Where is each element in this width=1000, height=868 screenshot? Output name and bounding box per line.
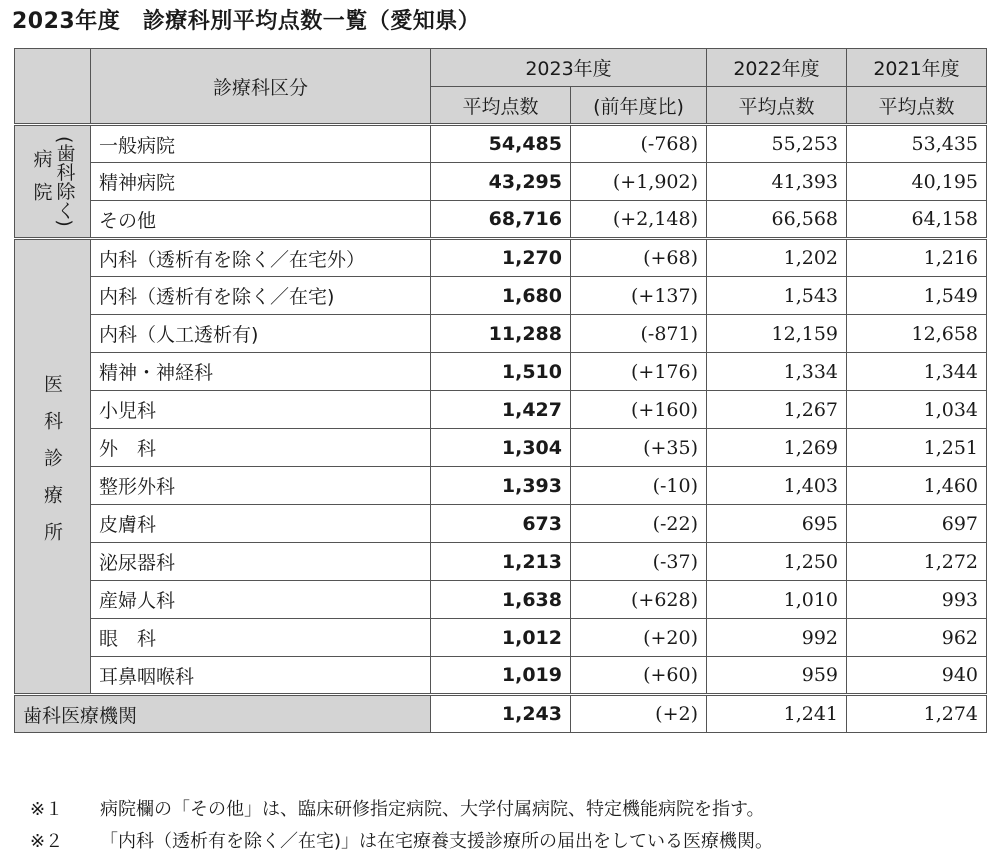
value-2023: 1,243 <box>431 695 571 733</box>
ratio-2023: (+20) <box>571 619 707 657</box>
ratio-2023: (+160) <box>571 391 707 429</box>
row-label: 泌尿器科 <box>91 543 431 581</box>
value-2022: 1,010 <box>707 581 847 619</box>
footnote-1-text: 病院欄の「その他」は、臨床研修指定病院、大学付属病院、特定機能病院を指す。 <box>100 799 765 820</box>
ratio-2023: (+137) <box>571 277 707 315</box>
value-2022: 66,568 <box>707 201 847 239</box>
value-2023: 1,270 <box>431 239 571 277</box>
header-avg-2021: 平均点数 <box>847 87 987 125</box>
table-row <box>15 581 987 619</box>
value-2021: 64,158 <box>847 201 987 239</box>
row-label: 皮膚科 <box>91 505 431 543</box>
value-2022: 1,403 <box>707 467 847 505</box>
ratio-2023: (+2) <box>571 695 707 733</box>
ratio-2023: (+60) <box>571 657 707 695</box>
ratio-2023: (+35) <box>571 429 707 467</box>
value-2023: 673 <box>431 505 571 543</box>
ratio-2023: (+628) <box>571 581 707 619</box>
value-2022: 1,269 <box>707 429 847 467</box>
value-2023: 1,427 <box>431 391 571 429</box>
table-row <box>15 619 987 657</box>
table-row <box>15 657 987 695</box>
ratio-2023: (-22) <box>571 505 707 543</box>
ratio-2023: (+176) <box>571 353 707 391</box>
table-row <box>15 505 987 543</box>
table-row <box>15 239 987 277</box>
header-year-2022: 2022年度 <box>707 49 847 87</box>
ratio-2023: (+1,902) <box>571 163 707 201</box>
footnote-2-text: 「内科（透析有を除く／在宅)」は在宅療養支援診療所の届出をしている医療機関。 <box>100 831 774 852</box>
ratio-2023: (+2,148) <box>571 201 707 239</box>
value-2022: 695 <box>707 505 847 543</box>
value-2021: 1,034 <box>847 391 987 429</box>
value-2023: 43,295 <box>431 163 571 201</box>
row-label: 耳鼻咽喉科 <box>91 657 431 695</box>
footnote-1 <box>30 794 773 826</box>
table-row <box>15 429 987 467</box>
value-2021: 940 <box>847 657 987 695</box>
clinic-group-label <box>15 239 91 695</box>
value-2021: 1,460 <box>847 467 987 505</box>
score-table <box>14 48 987 733</box>
row-label: 内科（人工透析有) <box>91 315 431 353</box>
header-avg-2022: 平均点数 <box>707 87 847 125</box>
hospital-group-main: 病院 <box>30 148 53 215</box>
value-2023: 11,288 <box>431 315 571 353</box>
table-row <box>15 391 987 429</box>
row-label: 精神・神経科 <box>91 353 431 391</box>
table-row <box>15 353 987 391</box>
value-2023: 1,012 <box>431 619 571 657</box>
ratio-2023: (-871) <box>571 315 707 353</box>
row-label: 整形外科 <box>91 467 431 505</box>
table-row <box>15 467 987 505</box>
header-category: 診療科区分 <box>91 49 431 125</box>
row-label: 精神病院 <box>91 163 431 201</box>
value-2022: 55,253 <box>707 125 847 163</box>
value-2022: 1,241 <box>707 695 847 733</box>
footnote-2-mark: ※２ <box>30 831 64 852</box>
value-2022: 1,250 <box>707 543 847 581</box>
table-row <box>15 315 987 353</box>
value-2021: 1,251 <box>847 429 987 467</box>
value-2023: 1,510 <box>431 353 571 391</box>
value-2022: 1,202 <box>707 239 847 277</box>
value-2021: 53,435 <box>847 125 987 163</box>
header-avg-2023: 平均点数 <box>431 87 571 125</box>
table-row <box>15 163 987 201</box>
value-2023: 1,393 <box>431 467 571 505</box>
dental-row <box>15 695 987 733</box>
footnotes <box>30 794 773 858</box>
value-2023: 68,716 <box>431 201 571 239</box>
value-2022: 41,393 <box>707 163 847 201</box>
value-2021: 1,272 <box>847 543 987 581</box>
header-blank-cell <box>15 49 91 125</box>
ratio-2023: (-10) <box>571 467 707 505</box>
value-2022: 1,267 <box>707 391 847 429</box>
value-2023: 1,019 <box>431 657 571 695</box>
value-2021: 993 <box>847 581 987 619</box>
value-2022: 959 <box>707 657 847 695</box>
value-2023: 54,485 <box>431 125 571 163</box>
value-2021: 1,344 <box>847 353 987 391</box>
footnote-2 <box>30 826 773 858</box>
value-2023: 1,680 <box>431 277 571 315</box>
value-2021: 1,216 <box>847 239 987 277</box>
header-ratio-2023: (前年度比) <box>571 87 707 125</box>
ratio-2023: (+68) <box>571 239 707 277</box>
row-label: 産婦人科 <box>91 581 431 619</box>
footnote-1-mark: ※１ <box>30 799 64 820</box>
table-row <box>15 201 987 239</box>
dental-label: 歯科医療機関 <box>15 695 431 733</box>
header-row-1 <box>15 49 987 87</box>
header-year-2023: 2023年度 <box>431 49 707 87</box>
header-year-2021: 2021年度 <box>847 49 987 87</box>
table-row <box>15 543 987 581</box>
row-label: 外 科 <box>91 429 431 467</box>
value-2022: 1,543 <box>707 277 847 315</box>
value-2022: 12,159 <box>707 315 847 353</box>
row-label: 小児科 <box>91 391 431 429</box>
ratio-2023: (-37) <box>571 543 707 581</box>
value-2023: 1,304 <box>431 429 571 467</box>
row-label: 内科（透析有を除く／在宅外） <box>91 239 431 277</box>
row-label: 一般病院 <box>91 125 431 163</box>
value-2021: 1,549 <box>847 277 987 315</box>
value-2021: 697 <box>847 505 987 543</box>
value-2022: 1,334 <box>707 353 847 391</box>
row-label: 内科（透析有を除く／在宅) <box>91 277 431 315</box>
table-row <box>15 125 987 163</box>
row-label: 眼 科 <box>91 619 431 657</box>
value-2021: 40,195 <box>847 163 987 201</box>
table-row <box>15 277 987 315</box>
clinic-group-main: 医科診療所 <box>41 374 63 559</box>
page-title: 2023年度 診療科別平均点数一覧（愛知県） <box>12 9 481 34</box>
row-label: その他 <box>91 201 431 239</box>
value-2021: 1,274 <box>847 695 987 733</box>
value-2021: 962 <box>847 619 987 657</box>
value-2021: 12,658 <box>847 315 987 353</box>
value-2023: 1,638 <box>431 581 571 619</box>
hospital-group-sub: (歯科除く) <box>53 136 76 227</box>
value-2023: 1,213 <box>431 543 571 581</box>
value-2022: 992 <box>707 619 847 657</box>
hospital-group-label <box>15 125 91 239</box>
ratio-2023: (-768) <box>571 125 707 163</box>
